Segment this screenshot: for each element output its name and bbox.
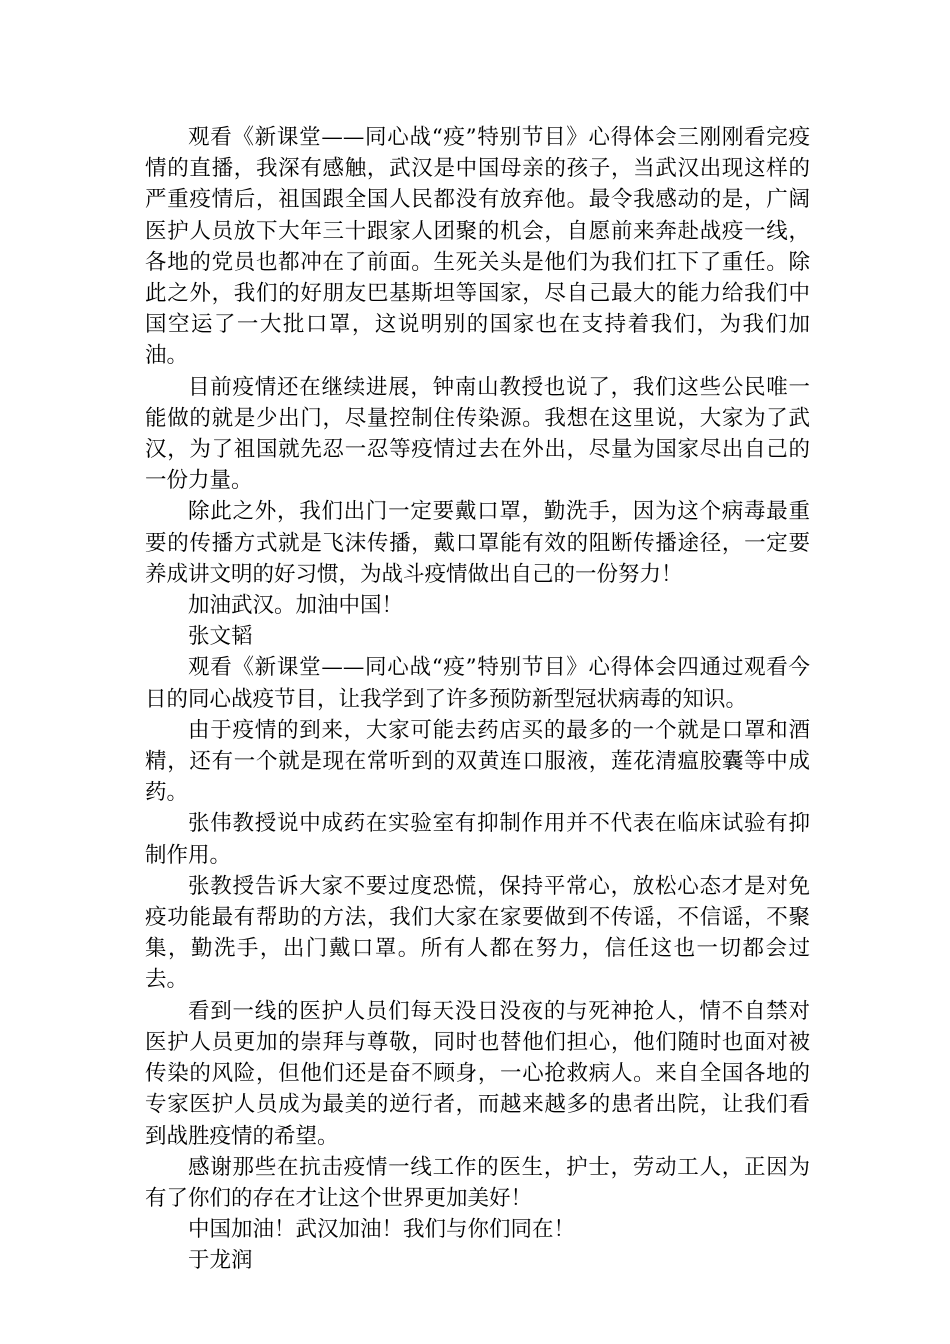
essay-three-paragraph-2: 目前疫情还在继续进展，钟南山教授也说了，我们这些公民唯一能做的就是少出门，尽量控制住传染源。我想在这里说，大家为了武汉，为了祖国就先忍一忍等疫情过去在外出，尽量为国家尽出自己的一份力量。 [145,374,810,494]
document-body [145,122,810,1277]
essay-three-intro-paragraph: 观看《新课堂——同心战“疫”特别节目》心得体会三刚刚看完疫情的直播，我深有感触，武汉是中国母亲的孩子，当武汉出现这样的严重疫情后，祖国跟全国人民都没有放弃他。最令我感动的是，广阔医护人员放下大年三十跟家人团聚的机会，自愿前来奔赴战疫一线，各地的党员也都冲在了前面。生死关头是他们为我们扛下了重任。除此之外，我们的好朋友巴基斯坦等国家，尽自己最大的能力给我们中国空运了一大批口罩，这说明别的国家也在支持着我们，为我们加油。 [145,125,810,369]
essay-four-paragraph-4: 张教授告诉大家不要过度恐慌，保持平常心，放松心态才是对免疫功能最有帮助的方法，我们大家在家要做到不传谣，不信谣，不聚集，勤洗手，出门戴口罩。所有人都在努力，信任这也一切都会过去。 [145,873,810,993]
essay-three-closing-line: 加油武汉。加油中国！ [188,593,404,619]
essay-four-paragraph-2: 由于疫情的到来，大家可能去药店买的最多的一个就是口罩和酒精，还有一个就是现在常听到的双黄连口服液，莲花清瘟胶囊等中成药。 [145,717,810,806]
essay-four-paragraph-5: 看到一线的医护人员们每天没日没夜的与死神抢人，情不自禁对医护人员更加的崇拜与尊敬，同时也替他们担心，他们随时也面对被传染的风险，但他们还是奋不顾身，一心抢救病人。来自全国各地的专家医护人员成为最美的逆行者，而越来越多的患者出院，让我们看到战胜疫情的希望。 [145,998,810,1149]
essay-four-closing-line: 中国加油！武汉加油！我们与你们同在！ [188,1217,576,1243]
essay-three-paragraph-3: 除此之外，我们出门一定要戴口罩，勤洗手，因为这个病毒最重要的传播方式就是飞沫传播，戴口罩能有效的阻断传播途径，一定要养成讲文明的好习惯，为战斗疫情做出自己的一份努力！ [145,499,810,587]
essay-four-intro-paragraph: 观看《新课堂——同心战“疫”特别节目》心得体会四通过观看今日的同心战疫节目，让我学到了许多预防新型冠状病毒的知识。 [145,655,810,712]
essay-four-paragraph-6: 感谢那些在抗击疫情一线工作的医生，护士，劳动工人，正因为有了你们的存在才让这个世界更加美好！ [145,1154,810,1211]
essay-four-author: 于龙润 [188,1248,253,1274]
essay-four-paragraph-3: 张伟教授说中成药在实验室有抑制作用并不代表在临床试验有抑制作用。 [145,811,810,868]
essay-three-author: 张文韬 [188,624,253,650]
